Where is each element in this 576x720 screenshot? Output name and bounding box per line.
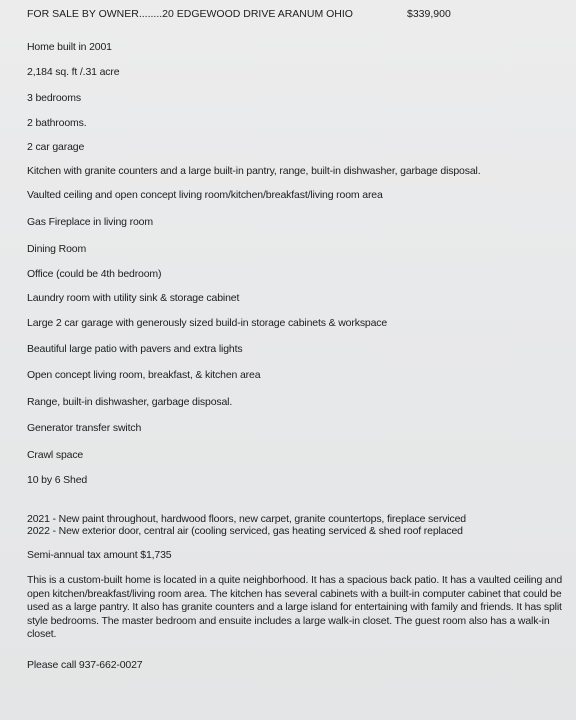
feature-line: Beautiful large patio with pavers and extra lights: [27, 343, 243, 355]
update-line: 2022 - New exterior door, central air (cooling serviced, gas heating serviced & shed roof replaced: [27, 525, 463, 537]
feature-line: Open concept living room, breakfast, & kitchen area: [27, 369, 261, 381]
feature-line: Laundry room with utility sink & storage cabinet: [27, 292, 240, 304]
feature-line: Generator transfer switch: [27, 422, 142, 434]
contact-line: Please call 937-662-0027: [27, 659, 143, 671]
feature-line: Home built in 2001: [27, 41, 112, 53]
listing-header: [27, 8, 567, 20]
update-line: 2021 - New paint throughout, hardwood floors, new carpet, granite countertops, fireplace serviced: [27, 513, 466, 525]
feature-line: Gas Fireplace in living room: [27, 216, 153, 228]
feature-line: Kitchen with granite counters and a large built-in pantry, range, built-in dishwasher, garbage disposal.: [27, 165, 481, 177]
feature-line: 3 bedrooms: [27, 92, 81, 104]
feature-line: 2 bathrooms.: [27, 117, 87, 129]
feature-line: 2,184 sq. ft /.31 acre: [27, 66, 120, 78]
listing-price: $339,900: [407, 8, 451, 20]
feature-line: 10 by 6 Shed: [27, 474, 88, 486]
feature-line: 2 car garage: [27, 141, 85, 153]
feature-line: Vaulted ceiling and open concept living room/kitchen/breakfast/living room area: [27, 189, 383, 201]
feature-line: Large 2 car garage with generously sized build-in storage cabinets & workspace: [27, 317, 388, 329]
feature-line: Dining Room: [27, 243, 87, 255]
description-paragraph: This is a custom-built home is located in a quite neighborhood. It has a spacious back patio. It has a vaulted ceiling and open kitchen/breakfast/living room area. The kitchen has several cabinets with a built-in computer cabinet that could be used as a large pantry. It also has granite counters and a large island for entertaining with family and friends. It has split style bedrooms. The master bedroom and ensuite includes a large walk-in closet. The guest room also has a walk-in closet.: [27, 574, 563, 640]
feature-line: Office (could be 4th bedroom): [27, 268, 162, 280]
feature-line: Range, built-in dishwasher, garbage disposal.: [27, 396, 233, 408]
listing-title: FOR SALE BY OWNER........20 EDGEWOOD DRIVE ARANUM OHIO: [27, 8, 353, 20]
tax-line: Semi-annual tax amount $1,735: [27, 549, 172, 561]
feature-line: Crawl space: [27, 449, 84, 461]
